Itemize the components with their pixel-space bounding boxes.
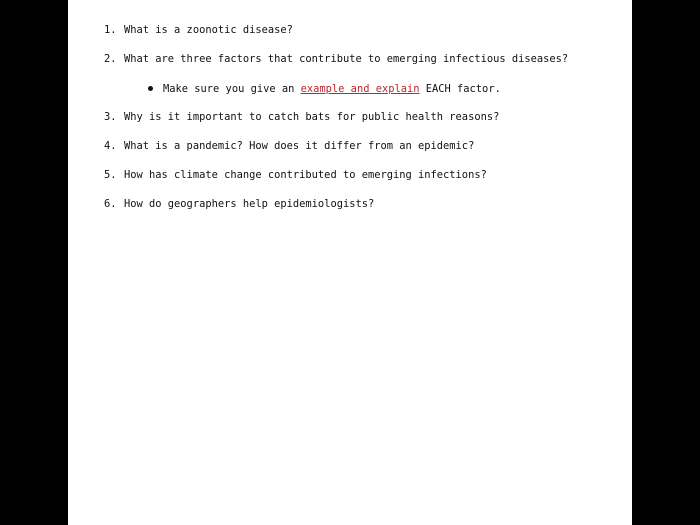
- question-text: What are three factors that contribute to emerging infectious diseases?: [124, 53, 569, 65]
- question-2: [104, 52, 568, 66]
- question-6: [104, 197, 374, 211]
- question-1: [104, 23, 293, 37]
- question-text: How do geographers help epidemiologists?: [124, 198, 375, 210]
- question-text: What is a zoonotic disease?: [124, 24, 293, 36]
- question-number: 5.: [104, 169, 117, 181]
- sub-bullet-text-before: Make sure you give an: [163, 83, 301, 95]
- question-3: [104, 110, 499, 124]
- document-page: [68, 0, 632, 525]
- question-text: Why is it important to catch bats for public health reasons?: [124, 111, 500, 123]
- question-number: 3.: [104, 111, 117, 123]
- question-4: [104, 139, 474, 153]
- sub-bullet-text-after: EACH factor.: [419, 83, 501, 95]
- question-number: 6.: [104, 198, 117, 210]
- question-5: [104, 168, 487, 182]
- question-text: How has climate change contributed to emerging infections?: [124, 169, 487, 181]
- sub-bullet: [163, 82, 501, 96]
- example-and-explain-link[interactable]: example and explain: [300, 83, 420, 95]
- bullet-icon: [148, 86, 153, 91]
- question-text: What is a pandemic? How does it differ from an epidemic?: [124, 140, 475, 152]
- question-number: 2.: [104, 53, 117, 65]
- question-number: 4.: [104, 140, 117, 152]
- question-number: 1.: [104, 24, 117, 36]
